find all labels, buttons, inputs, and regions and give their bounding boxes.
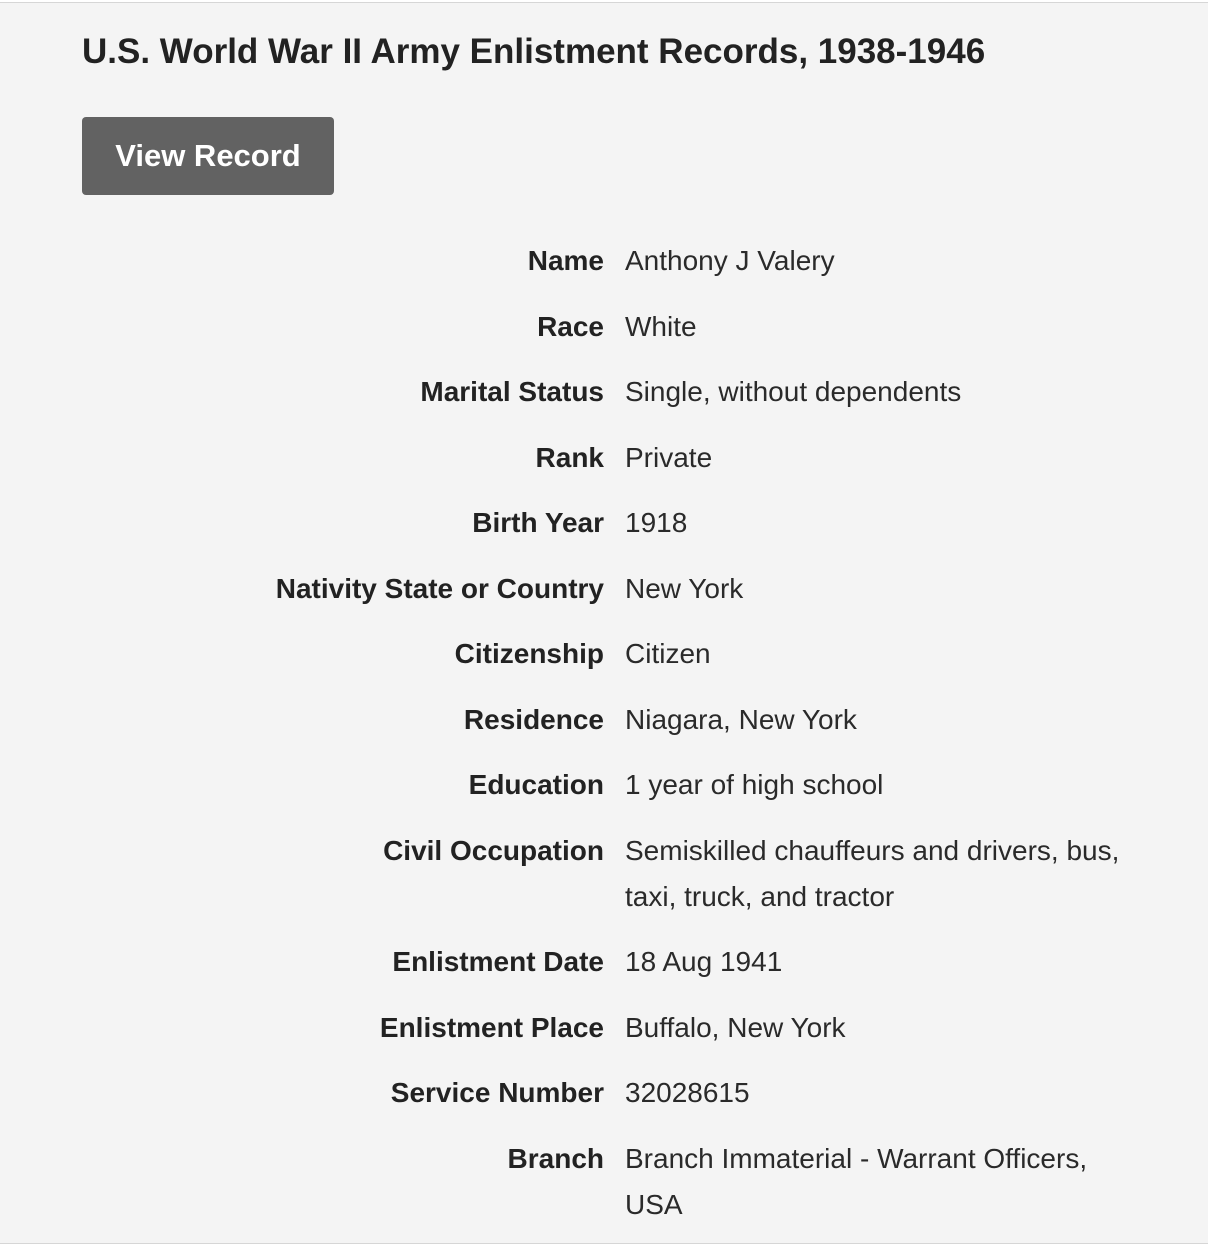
field-value: Buffalo, New York xyxy=(625,1011,846,1043)
field-label: Education xyxy=(468,769,604,800)
field-value: 32028615 xyxy=(625,1077,750,1108)
field-label: Rank xyxy=(535,441,604,473)
field-label: Service Number xyxy=(390,1077,604,1108)
record-title: U.S. World War II Army Enlistment Records, 1938-1946 xyxy=(82,32,986,71)
field-value: New York xyxy=(625,572,744,604)
field-row-civil-occupation xyxy=(0,828,1208,920)
field-label: Residence xyxy=(463,703,604,735)
record-panel xyxy=(0,2,1208,1244)
field-row-enlistment-place xyxy=(0,1005,1208,1051)
field-row-citizenship xyxy=(0,631,1208,677)
field-row-marital-status xyxy=(0,369,1208,415)
field-row-enlistment-date xyxy=(0,939,1208,985)
field-value: Citizen xyxy=(625,638,711,669)
field-label: Branch xyxy=(507,1142,604,1174)
field-value: Branch Immaterial - Warrant Officers, USA xyxy=(625,1142,1088,1220)
field-row-residence xyxy=(0,697,1208,743)
field-row-branch xyxy=(0,1136,1208,1228)
field-row-education xyxy=(0,762,1208,808)
field-label: Race xyxy=(537,310,604,342)
field-value: White xyxy=(625,310,697,342)
field-row-name xyxy=(0,238,1208,284)
field-label: Enlistment Date xyxy=(392,946,604,977)
field-row-nativity xyxy=(0,566,1208,612)
field-label: Citizenship xyxy=(454,638,604,669)
field-label: Marital Status xyxy=(420,376,604,407)
field-label: Enlistment Place xyxy=(379,1011,604,1043)
field-value: Single, without dependents xyxy=(625,376,962,407)
field-value: Anthony J Valery xyxy=(625,245,835,276)
view-record-button[interactable]: View Record xyxy=(82,117,334,195)
field-row-service-number xyxy=(0,1070,1208,1116)
field-value: 18 Aug 1941 xyxy=(625,946,783,977)
field-value: Niagara, New York xyxy=(625,703,857,735)
field-value: Private xyxy=(625,441,713,473)
field-value: 1 year of high school xyxy=(625,769,884,800)
field-value: Semiskilled chauffeurs and drivers, bus, taxi, truck, and tractor xyxy=(625,834,1120,912)
field-row-birth-year xyxy=(0,500,1208,546)
field-label: Nativity State or Country xyxy=(275,572,604,604)
field-row-rank xyxy=(0,435,1208,481)
field-value: 1918 xyxy=(625,507,688,538)
field-label: Civil Occupation xyxy=(383,834,604,866)
field-row-race xyxy=(0,304,1208,350)
field-label: Birth Year xyxy=(472,507,604,538)
field-label: Name xyxy=(527,245,604,276)
record-fields xyxy=(0,238,1208,1247)
